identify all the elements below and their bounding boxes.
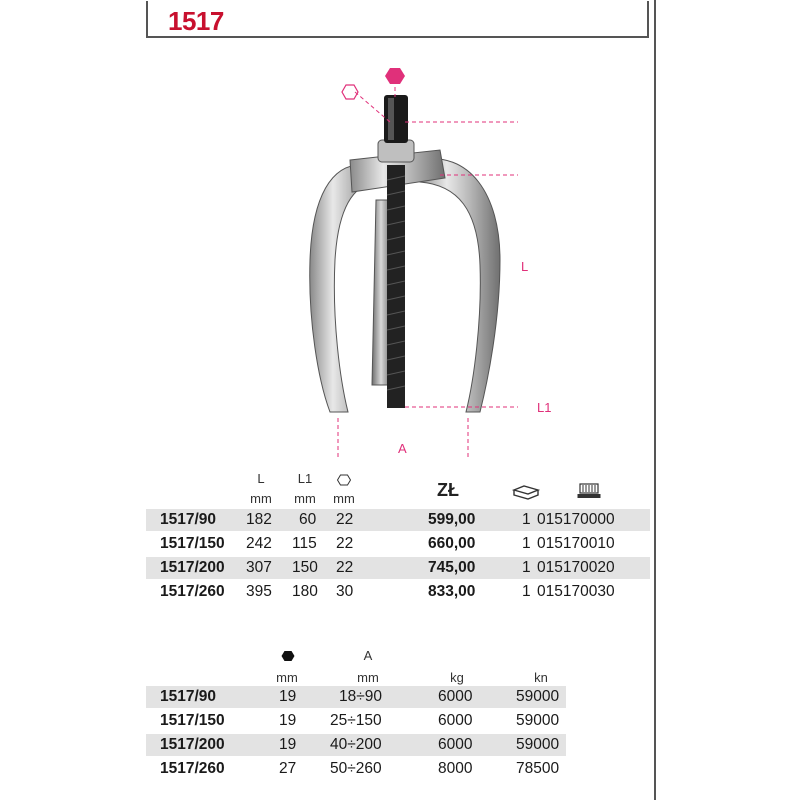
row-qty: 1 <box>522 559 531 576</box>
row-kg: 8000 <box>438 760 473 777</box>
row-L: 395 <box>246 583 272 600</box>
row-code: 1517/150 <box>160 712 225 729</box>
row-price: 599,00 <box>428 511 476 528</box>
row-A: 25÷150 <box>330 712 382 729</box>
unit-L1: mm <box>294 491 316 506</box>
dim-label-L1: L1 <box>537 400 552 415</box>
row-ean: 015170020 <box>537 559 615 576</box>
row-qty: 1 <box>522 511 531 528</box>
row-A: 50÷260 <box>330 760 382 777</box>
row-qty: 1 <box>522 535 531 552</box>
row-A: 40÷200 <box>330 736 382 753</box>
row-kg: 6000 <box>438 688 473 705</box>
row-ean: 015170030 <box>537 583 615 600</box>
row-L1: 115 <box>292 535 317 552</box>
row-kn: 59000 <box>516 688 560 705</box>
table-row <box>146 710 566 732</box>
row-code: 1517/90 <box>160 511 217 528</box>
dim-label-L: L <box>521 259 529 274</box>
row-kg: 6000 <box>438 736 473 753</box>
row-qty: 1 <box>522 583 531 600</box>
hex-outline-header-icon <box>337 473 351 491</box>
row-L1: 150 <box>292 559 318 576</box>
row-kg: 6000 <box>438 712 473 729</box>
row-ean: 015170010 <box>537 535 615 552</box>
table-row <box>146 509 650 531</box>
row-L1: 60 <box>299 511 317 528</box>
row-hex: 27 <box>279 760 297 777</box>
row-L: 182 <box>246 511 272 528</box>
unit-A: mm <box>357 670 379 685</box>
hex-drive <box>384 95 408 143</box>
page-title: 1517 <box>168 6 224 36</box>
row-hex: 22 <box>336 535 354 552</box>
row-ean: 015170000 <box>537 511 615 528</box>
barcode-icon <box>577 483 601 504</box>
row-code: 1517/90 <box>160 688 217 705</box>
unit-kn: kn <box>534 670 548 685</box>
table-row <box>146 533 650 555</box>
head-collar <box>378 140 414 162</box>
col-header-A: A <box>363 648 373 663</box>
price-header: ZŁ <box>437 480 459 500</box>
table-row <box>146 686 566 708</box>
package-icon <box>512 484 540 505</box>
row-code: 1517/150 <box>160 535 225 552</box>
row-L: 242 <box>246 535 272 552</box>
hex-marker-icon <box>385 68 405 84</box>
row-price: 745,00 <box>428 559 476 576</box>
row-code: 1517/260 <box>160 760 225 777</box>
row-L1: 180 <box>292 583 318 600</box>
row-hex: 19 <box>279 712 297 729</box>
row-hex: 19 <box>279 736 297 753</box>
row-hex: 22 <box>336 511 354 528</box>
left-arm <box>310 165 376 412</box>
col-header-L1: L1 <box>297 471 313 486</box>
row-price: 833,00 <box>428 583 476 600</box>
table-row <box>146 734 566 756</box>
right-arm <box>418 159 500 412</box>
row-A: 18÷90 <box>339 688 382 705</box>
unit-hex2: mm <box>276 670 298 685</box>
hex-filled-header-icon <box>281 649 295 667</box>
dim-label-A: A <box>398 441 407 456</box>
unit-kg: kg <box>450 670 464 685</box>
unit-L: mm <box>250 491 272 506</box>
table-row <box>146 557 650 579</box>
row-price: 660,00 <box>428 535 476 552</box>
row-kn: 78500 <box>516 760 560 777</box>
row-hex: 30 <box>336 583 354 600</box>
row-kn: 59000 <box>516 736 560 753</box>
table-row <box>146 758 566 780</box>
row-hex: 19 <box>279 688 297 705</box>
col-header-L: L <box>257 471 265 486</box>
row-code: 1517/200 <box>160 559 225 576</box>
row-L: 307 <box>246 559 272 576</box>
unit-hex: mm <box>333 491 355 506</box>
row-code: 1517/200 <box>160 736 225 753</box>
row-kn: 59000 <box>516 712 560 729</box>
table-row <box>146 581 650 603</box>
row-hex: 22 <box>336 559 354 576</box>
row-code: 1517/260 <box>160 583 225 600</box>
